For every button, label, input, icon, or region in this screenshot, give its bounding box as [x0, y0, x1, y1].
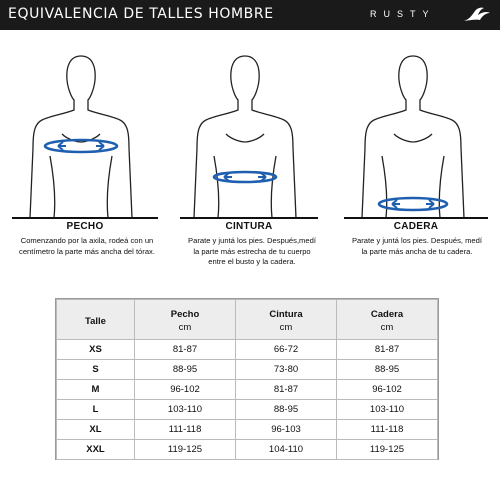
- header-label: Cintura: [269, 309, 303, 320]
- brand-name: RUSTY: [370, 9, 436, 19]
- table-row: [57, 440, 438, 460]
- header-unit: cm: [178, 322, 192, 333]
- pecho-cell: 88-95: [135, 360, 236, 380]
- cadera-cell: 88-95: [337, 360, 438, 380]
- header-cadera: [337, 300, 438, 340]
- cintura-cell: 66-72: [236, 340, 337, 360]
- size-table: [55, 298, 439, 460]
- table-row: [57, 340, 438, 360]
- table-row: [57, 360, 438, 380]
- desc-line: la parte más ancha de tu cadera.: [361, 246, 473, 256]
- desc-line: Parate y juntá los pies. Después, medí: [351, 236, 482, 245]
- desc-line: Parate y juntá los pies. Después,medí: [188, 236, 316, 245]
- pecho-cell: 111-118: [135, 420, 236, 440]
- size-cell: L: [57, 400, 135, 420]
- cadera-cell: 81-87: [337, 340, 438, 360]
- desc-line: Comenzando por la axila, rodeá con un: [20, 236, 154, 245]
- pecho-cell: 103-110: [135, 400, 236, 420]
- size-cell: XXL: [57, 440, 135, 460]
- header-label: Talle: [85, 315, 106, 327]
- section-desc-cintura: [174, 236, 330, 268]
- cintura-cell: 104-110: [236, 440, 337, 460]
- page-title: EQUIVALENCIA DE TALLES HOMBRE: [8, 6, 274, 22]
- table-row: [57, 380, 438, 400]
- pecho-cell: 96-102: [135, 380, 236, 400]
- cadera-cell: 96-102: [337, 380, 438, 400]
- desc-line: la parte más estrecha de tu cuerpo: [193, 246, 311, 256]
- table-header-row: [57, 300, 438, 340]
- figure-pecho: [6, 38, 156, 218]
- cintura-cell: 96-103: [236, 420, 337, 440]
- desc-line: centímetro la parte más ancha del tórax.: [19, 246, 155, 256]
- table-row: [57, 400, 438, 420]
- section-desc-cadera: [338, 236, 496, 257]
- header-unit: cm: [380, 322, 394, 333]
- pecho-cell: 81-87: [135, 340, 236, 360]
- header-bar: [0, 0, 500, 30]
- divider-pecho: [12, 217, 158, 219]
- header-pecho: [135, 300, 236, 340]
- header-cintura: [236, 300, 337, 340]
- size-cell: M: [57, 380, 135, 400]
- size-cell: S: [57, 360, 135, 380]
- pecho-cell: 119-125: [135, 440, 236, 460]
- rusty-logo-icon: [462, 5, 492, 25]
- cintura-cell: 81-87: [236, 380, 337, 400]
- divider-cadera: [344, 217, 488, 219]
- section-title-cintura: CINTURA: [225, 221, 273, 232]
- divider-cintura: [180, 217, 318, 219]
- figure-cadera: [338, 38, 488, 218]
- size-cell: XS: [57, 340, 135, 360]
- cadera-cell: 119-125: [337, 440, 438, 460]
- cadera-cell: 103-110: [337, 400, 438, 420]
- section-title-pecho: PECHO: [66, 221, 104, 232]
- table-row: [57, 420, 438, 440]
- cintura-cell: 88-95: [236, 400, 337, 420]
- size-cell: XL: [57, 420, 135, 440]
- section-title-cadera: CADERA: [393, 221, 439, 232]
- header-unit: cm: [279, 322, 293, 333]
- header-label: Pecho: [170, 309, 200, 320]
- cadera-cell: 111-118: [337, 420, 438, 440]
- section-desc-pecho: [4, 236, 170, 257]
- header-label: Cadera: [370, 309, 404, 320]
- header-talle: [57, 300, 135, 340]
- desc-line: entre el busto y la cadera.: [208, 257, 296, 266]
- figure-cintura: [170, 38, 320, 218]
- cintura-cell: 73-80: [236, 360, 337, 380]
